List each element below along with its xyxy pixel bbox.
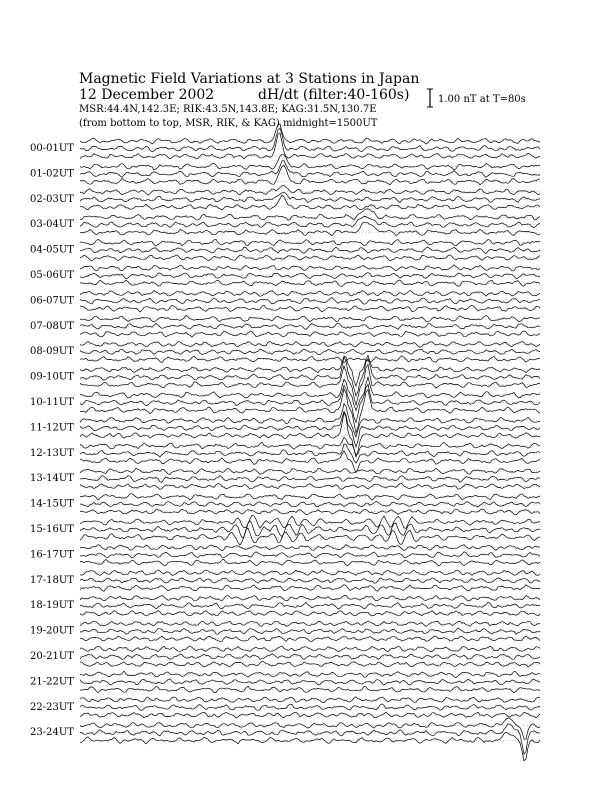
- station-trace-rik: [80, 724, 540, 754]
- hour-label: 06-07UT: [30, 295, 74, 307]
- hour-label: 13-14UT: [30, 473, 74, 485]
- hour-label: 16-17UT: [30, 549, 74, 561]
- station-trace-rik: [80, 628, 540, 634]
- hour-label: 11-12UT: [30, 422, 74, 434]
- station-trace-kag: [80, 515, 540, 528]
- station-trace-msr: [80, 412, 540, 457]
- hour-label: 01-02UT: [30, 168, 74, 180]
- station-trace-msr: [80, 528, 540, 545]
- chart-quantity: dH/dt (filter:40-160s): [258, 87, 410, 103]
- hour-label: 15-16UT: [30, 524, 74, 535]
- hour-label: 07-08UT: [30, 320, 74, 332]
- hour-label: 20-21UT: [30, 651, 74, 662]
- hour-label: 02-03UT: [30, 193, 74, 205]
- station-trace-rik: [80, 357, 540, 396]
- hour-label: 03-04UT: [30, 219, 74, 231]
- station-trace-msr: [80, 389, 540, 433]
- station-trace-msr: [80, 732, 540, 761]
- hour-label: 19-20UT: [30, 625, 74, 637]
- station-trace-msr: [80, 195, 540, 210]
- hour-label: 12-13UT: [30, 447, 74, 459]
- hour-label: 21-22UT: [30, 676, 74, 688]
- hour-label: 23-24UT: [30, 727, 74, 739]
- station-trace-msr: [80, 560, 540, 566]
- station-trace-kag: [80, 355, 540, 386]
- station-trace-msr: [80, 451, 540, 473]
- hour-label: 08-09UT: [30, 346, 74, 358]
- station-coordinates: MSR:44.4N,142.3E; RIK:43.5N,143.8E; KAG:31.5N,130.7E: [79, 104, 377, 115]
- hour-label: 09-10UT: [30, 371, 74, 383]
- hour-label: 05-06UT: [30, 270, 74, 281]
- station-trace-rik: [80, 128, 540, 152]
- chart-date: 12 December 2002: [79, 87, 215, 103]
- hour-label: 14-15UT: [30, 498, 74, 510]
- station-trace-kag: [80, 718, 540, 739]
- hour-label: 18-19UT: [30, 600, 74, 612]
- station-trace-kag: [80, 209, 540, 220]
- station-trace-msr: [80, 280, 540, 286]
- station-trace-kag: [80, 545, 540, 551]
- hour-label: 10-11UT: [30, 397, 74, 408]
- station-trace-rik: [80, 501, 540, 507]
- station-trace-rik: [80, 192, 540, 202]
- station-trace-rik: [80, 161, 540, 178]
- hour-label: 04-05UT: [30, 244, 74, 256]
- station-trace-rik: [80, 273, 540, 279]
- station-trace-rik: [80, 385, 540, 423]
- station-trace-rik: [80, 704, 540, 710]
- hour-label: 17-18UT: [30, 574, 74, 586]
- station-trace-kag: [80, 494, 540, 500]
- chart-title: Magnetic Field Variations at 3 Stations in Japan: [79, 71, 420, 87]
- station-trace-rik: [80, 411, 540, 447]
- scale-bar-label: 1.00 nT at T=80s: [438, 94, 526, 105]
- station-trace-kag: [80, 185, 540, 195]
- station-trace-msr: [80, 712, 540, 718]
- hour-label: 00-01UT: [30, 143, 74, 154]
- station-trace-msr: [80, 133, 540, 159]
- station-trace-kag: [80, 621, 540, 626]
- hour-label: 22-23UT: [30, 701, 74, 713]
- station-order-note: (from bottom to top, MSR, RIK, & KAG) midnight=1500UT: [79, 118, 378, 129]
- station-trace-kag: [80, 377, 540, 410]
